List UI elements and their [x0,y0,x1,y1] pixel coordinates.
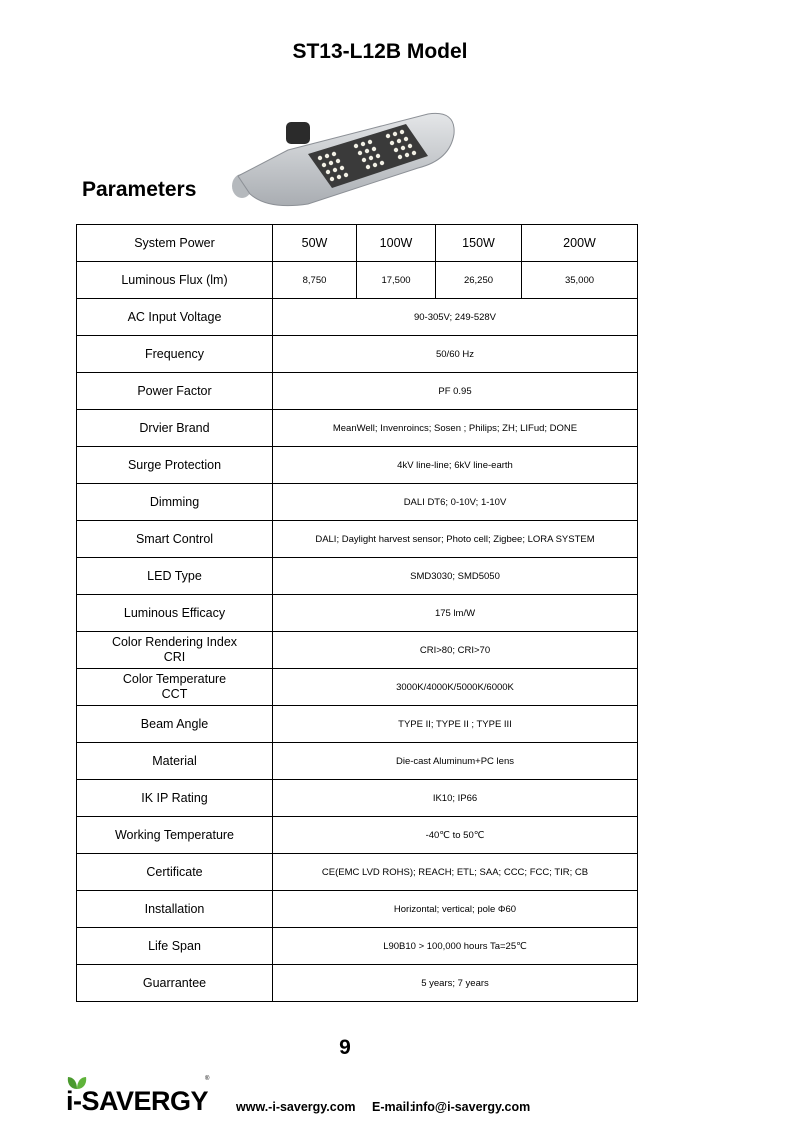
row-value: 4kV line-line; 6kV line-earth [273,447,638,484]
row-label-text: Certificate [146,864,203,879]
row-label [77,447,273,484]
row-label-text: Guarrantee [142,975,207,990]
row-label-abbr: CCT [161,687,188,701]
row-value: DALI DT6; 0-10V; 1-10V [273,484,638,521]
flux-value: 8,750 [273,262,357,299]
section-heading: Parameters [82,178,197,201]
row-label [77,854,273,891]
row-value: Horizontal; vertical; pole Φ60 [273,891,638,928]
table-row [77,225,638,262]
row-value: 175 lm/W [273,595,638,632]
row-label [77,965,273,1002]
registered-mark: ® [205,1076,210,1082]
row-label [77,780,273,817]
logo-text: i-SAVERGY [66,1086,209,1116]
row-label-text: Material [152,753,197,768]
row-label-text: Power Factor [137,383,212,398]
table-row [77,373,638,410]
row-label-text: Surge Protection [127,457,222,472]
row-label [77,521,273,558]
led-street-light-image [228,106,460,210]
row-label-text: Luminous Efficacy [123,605,226,620]
row-label [77,743,273,780]
row-label-text: Dimming [149,494,200,509]
table-row [77,262,638,299]
flux-value: 35,000 [522,262,638,299]
row-label-text: Working Temperature [114,827,235,842]
row-label: System Power [77,225,273,262]
row-value: 5 years; 7 years [273,965,638,1002]
row-value: 50/60 Hz [273,336,638,373]
flux-value: 17,500 [357,262,436,299]
row-value: TYPE II; TYPE II ; TYPE III [273,706,638,743]
spec-rows [77,299,638,1002]
row-label-abbr: CRI [163,650,186,664]
row-value: DALI; Daylight harvest sensor; Photo cell; Zigbee; LORA SYSTEM [273,521,638,558]
parameters-table [76,224,638,1002]
table-row [77,669,638,706]
row-label [77,595,273,632]
table-row [77,521,638,558]
row-label [77,558,273,595]
table-row [77,336,638,373]
row-value: Die-cast Aluminum+PC lens [273,743,638,780]
row-label-text: Life Span [148,938,201,953]
table-row [77,965,638,1002]
row-label-text: Smart Control [135,531,214,546]
table-row [77,632,638,669]
row-label-text: Drvier Brand [139,420,210,435]
row-value: CE(EMC LVD ROHS); REACH; ETL; SAA; CCC; FCC; TIR; CB [273,854,638,891]
table-row [77,780,638,817]
row-label-text: Color Rendering Index [111,635,238,649]
flux-value: 26,250 [436,262,522,299]
row-value: 3000K/4000K/5000K/6000K [273,669,638,706]
row-label-text: Color Temperature [122,672,227,686]
row-label [77,706,273,743]
page-number: 9 [339,1036,351,1059]
table-row [77,706,638,743]
row-label-text: Frequency [144,346,205,361]
page-title: ST13-L12B Model [292,40,468,63]
row-label [77,891,273,928]
row-label [77,410,273,447]
row-label: Luminous Flux (lm) [77,262,273,299]
table-row [77,484,638,521]
row-value: MeanWell; Invenroincs; Sosen ; Philips; ZH; LIFud; DONE [273,410,638,447]
row-label [77,484,273,521]
row-label-text: AC Input Voltage [127,309,222,324]
row-label [77,632,273,669]
table-row [77,928,638,965]
row-label-text: LED Type [147,568,202,583]
row-label [77,299,273,336]
row-value: L90B10 > 100,000 hours Ta=25℃ [273,928,638,965]
row-label [77,928,273,965]
website-link[interactable]: www.-i-savergy.com [236,1100,356,1114]
row-label [77,817,273,854]
table-row [77,595,638,632]
row-label [77,669,273,706]
table-row [77,854,638,891]
table-row [77,817,638,854]
row-value: PF 0.95 [273,373,638,410]
table-row [77,410,638,447]
table-row [77,743,638,780]
row-label-text: IK IP Rating [141,790,208,805]
power-value: 150W [436,225,522,262]
email-label: E-mail: [372,1100,414,1114]
row-label [77,373,273,410]
table-row [77,447,638,484]
power-value: 100W [357,225,436,262]
table-row [77,558,638,595]
brand-logo [66,1076,216,1116]
table-row [77,299,638,336]
table-row [77,891,638,928]
row-value: CRI>80; CRI>70 [273,632,638,669]
row-value: 90-305V; 249-528V [273,299,638,336]
row-value: IK10; IP66 [273,780,638,817]
power-value: 200W [522,225,638,262]
row-value: SMD3030; SMD5050 [273,558,638,595]
row-label [77,336,273,373]
row-label-text: Installation [144,901,205,916]
email-link[interactable]: info@i-savergy.com [412,1100,531,1114]
power-value: 50W [273,225,357,262]
row-label-text: Beam Angle [140,716,209,731]
row-value: -40℃ to 50℃ [273,817,638,854]
